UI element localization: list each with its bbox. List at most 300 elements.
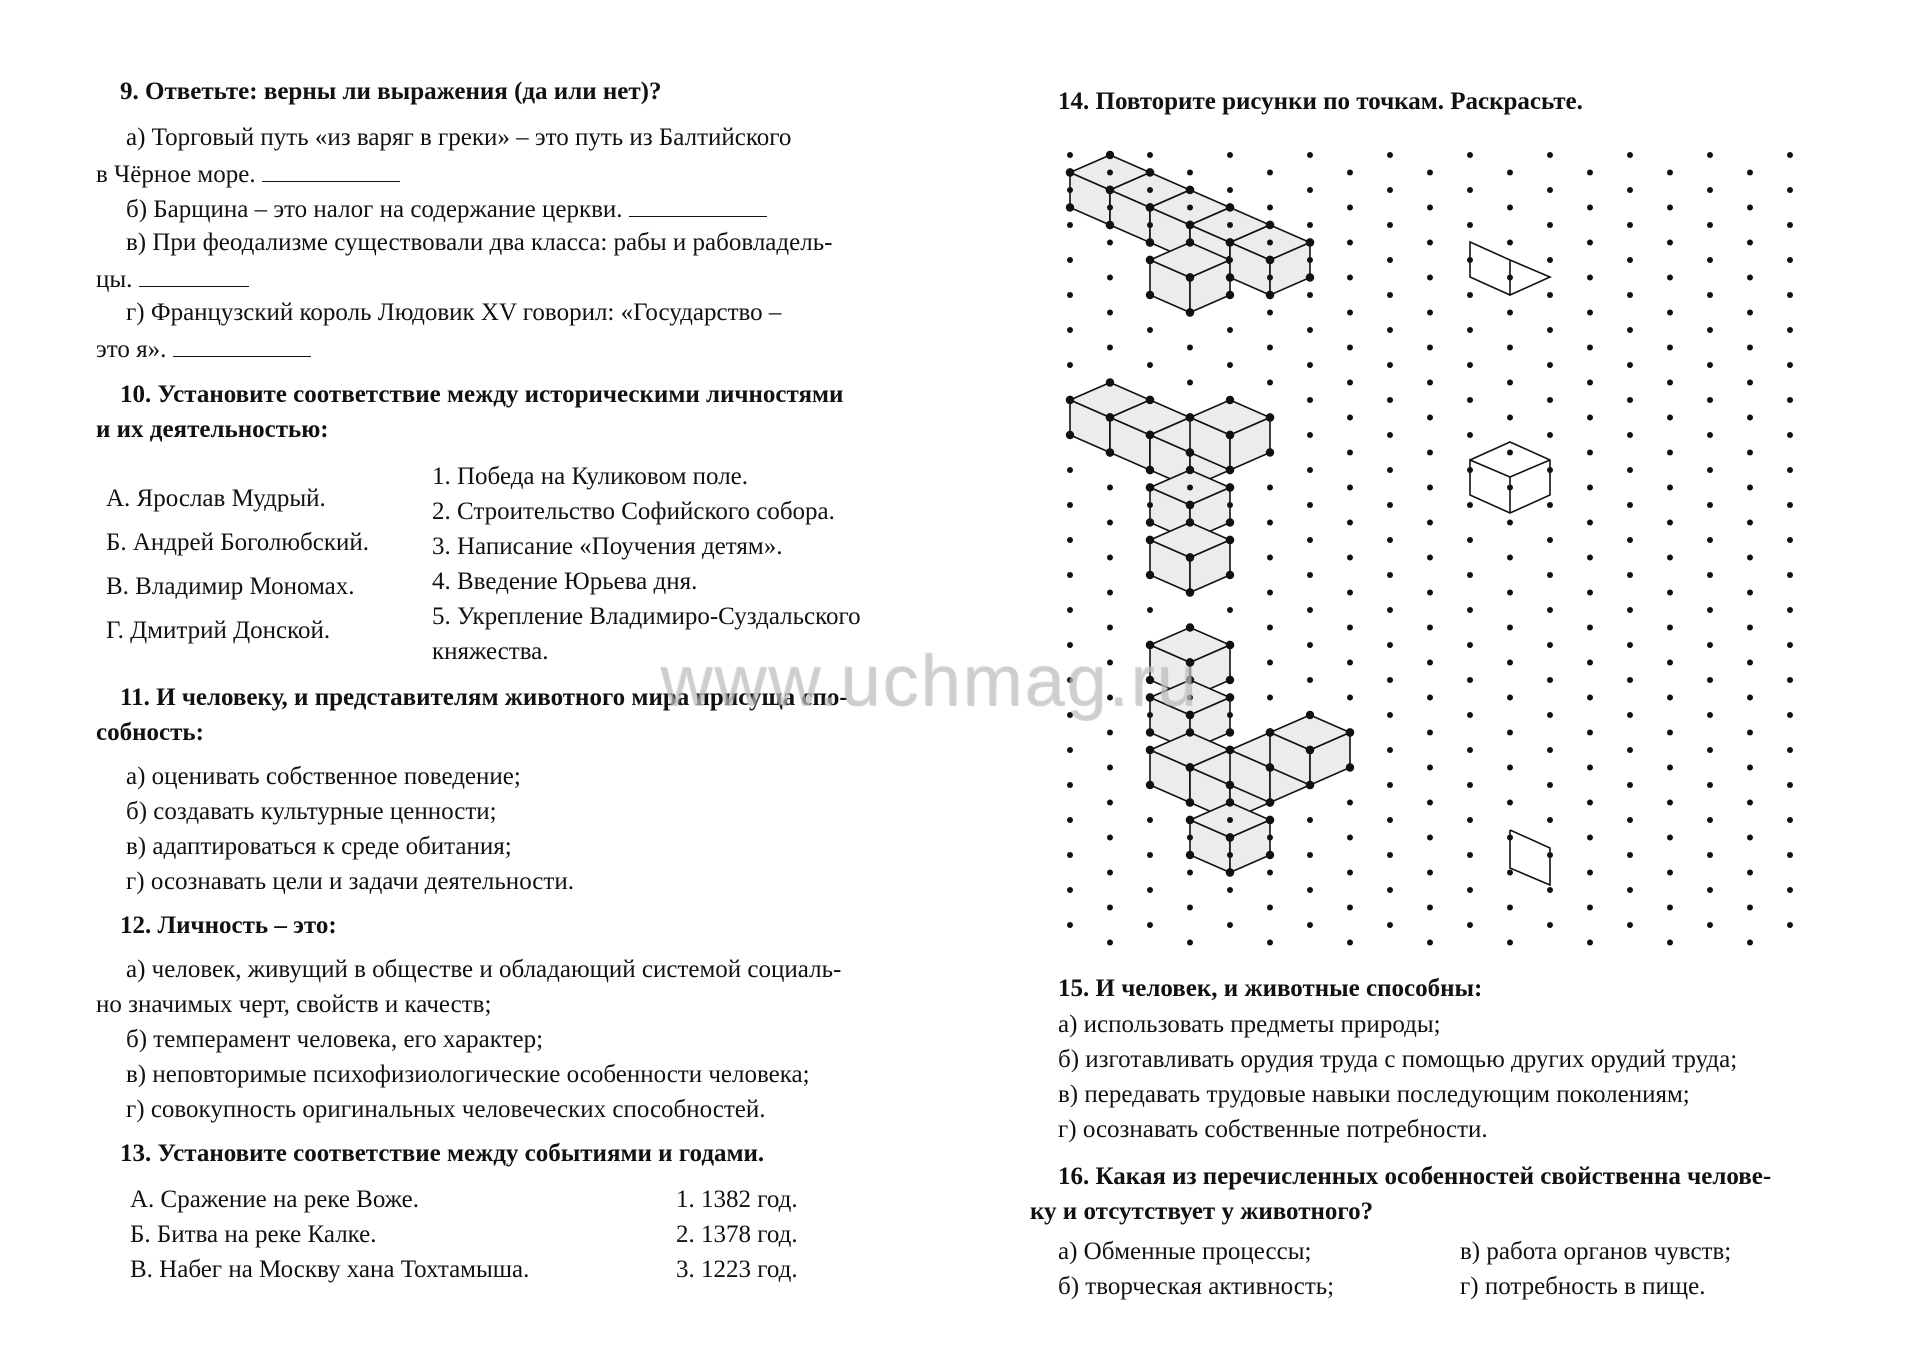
grid-dot [1667,205,1673,211]
grid-dot [1467,467,1473,473]
grid-dot [1547,642,1553,648]
grid-dot [1467,572,1473,578]
grid-dot [1227,537,1233,543]
grid-dot [1107,625,1113,631]
grid-dot [1507,310,1513,316]
grid-dot [1347,765,1353,771]
grid-dot [1427,275,1433,281]
cube-vertex [1186,816,1194,824]
cube-vertex [1106,221,1114,229]
q15-option: г) осознавать собственные потребности. [1058,1116,1488,1143]
q9-title: 9. Ответьте: верны ли выражения (да или нет)? [120,78,662,105]
q13-year: 3. 1223 год. [676,1256,798,1283]
q11-option: б) создавать культурные ценности; [126,798,497,825]
grid-dot [1427,415,1433,421]
grid-dot [1467,747,1473,753]
partial-rhombus [1510,830,1550,885]
grid-dot [1347,520,1353,526]
grid-dot [1267,450,1273,456]
grid-dot [1107,765,1113,771]
grid-dot [1467,782,1473,788]
cube-vertex [1066,168,1074,176]
grid-dot [1187,485,1193,491]
grid-dot [1627,257,1633,263]
grid-dot [1347,590,1353,596]
grid-dot [1267,905,1273,911]
grid-dot [1067,257,1073,263]
grid-dot [1787,222,1793,228]
answer-blank[interactable] [139,264,249,287]
grid-dot [1747,870,1753,876]
grid-dot [1627,607,1633,613]
grid-dot [1387,397,1393,403]
grid-dot [1227,572,1233,578]
grid-dot [1667,625,1673,631]
cube-vertex [1226,728,1234,736]
grid-dot [1467,502,1473,508]
grid-dot [1347,380,1353,386]
cube-vertex [1226,798,1234,806]
q10-deed: 4. Введение Юрьева дня. [432,568,698,595]
grid-dot [1067,922,1073,928]
grid-dot [1067,537,1073,543]
grid-dot [1107,730,1113,736]
grid-dot [1067,852,1073,858]
grid-dot [1427,940,1433,946]
grid-dot [1427,870,1433,876]
grid-dot [1427,625,1433,631]
grid-dot [1627,292,1633,298]
cube-vertex [1226,833,1234,841]
grid-dot [1507,905,1513,911]
grid-dot [1627,467,1633,473]
grid-dot [1067,222,1073,228]
cube-vertex [1266,256,1274,264]
grid-dot [1627,187,1633,193]
grid-dot [1427,660,1433,666]
grid-dot [1387,292,1393,298]
grid-dot [1587,450,1593,456]
grid-dot [1667,695,1673,701]
grid-dot [1107,275,1113,281]
grid-dot [1307,257,1313,263]
grid-dot [1547,362,1553,368]
grid-dot [1627,852,1633,858]
grid-dot [1587,415,1593,421]
grid-dot [1467,187,1473,193]
grid-dot [1667,940,1673,946]
cube-vertex [1146,203,1154,211]
q10-deed: 2. Строительство Софийского собора. [432,498,835,525]
grid-dot [1587,835,1593,841]
answer-blank[interactable] [629,194,767,217]
grid-dot [1187,765,1193,771]
cube-vertex [1186,501,1194,509]
grid-dot [1467,537,1473,543]
grid-dot [1107,205,1113,211]
grid-dot [1387,747,1393,753]
grid-dot [1147,397,1153,403]
grid-dot [1267,695,1273,701]
q10-title-line1: 10. Установите соответствие между историческими личностями [120,381,844,408]
grid-dot [1267,835,1273,841]
grid-dot [1187,415,1193,421]
grid-dot [1467,677,1473,683]
grid-dot [1227,677,1233,683]
grid-dot [1427,205,1433,211]
grid-dot [1747,485,1753,491]
grid-dot [1627,397,1633,403]
grid-dot [1667,275,1673,281]
grid-dot [1667,660,1673,666]
q11-option: а) оценивать собственное поведение; [126,763,521,790]
grid-dot [1307,467,1313,473]
grid-dot [1067,292,1073,298]
grid-dot [1147,467,1153,473]
grid-dot [1387,712,1393,718]
grid-dot [1547,397,1553,403]
grid-dot [1787,327,1793,333]
grid-dot [1467,922,1473,928]
cube-vertex [1186,186,1194,194]
grid-dot [1067,747,1073,753]
grid-dot [1227,922,1233,928]
grid-dot [1547,467,1553,473]
grid-dot [1147,502,1153,508]
q16-title-line1: 16. Какая из перечисленных особенностей свойственна челове- [1058,1163,1772,1190]
grid-dot [1627,362,1633,368]
grid-dot [1147,747,1153,753]
grid-dot [1067,397,1073,403]
grid-dot [1787,152,1793,158]
grid-dot [1747,380,1753,386]
grid-dot [1347,660,1353,666]
grid-dot [1787,432,1793,438]
grid-dot [1147,887,1153,893]
grid-dot [1627,782,1633,788]
q12-option-a-line1: а) человек, живущий в обществе и обладающий системой социаль- [126,956,842,983]
grid-dot [1067,152,1073,158]
grid-dot [1667,310,1673,316]
grid-dot [1587,905,1593,911]
grid-dot [1627,152,1633,158]
grid-dot [1547,747,1553,753]
grid-dot [1387,572,1393,578]
grid-dot [1787,362,1793,368]
grid-dot [1227,292,1233,298]
grid-dot [1787,572,1793,578]
grid-dot [1227,397,1233,403]
grid-dot [1547,677,1553,683]
q9-option-b: б) Барщина – это налог на содержание церкви. [126,194,767,224]
grid-dot [1307,642,1313,648]
grid-dot [1707,292,1713,298]
grid-dot [1587,485,1593,491]
grid-dot [1587,345,1593,351]
grid-dot [1267,940,1273,946]
grid-dot [1547,292,1553,298]
cube-vertex [1266,221,1274,229]
grid-dot [1747,940,1753,946]
grid-dot [1187,170,1193,176]
grid-dot [1667,450,1673,456]
grid-dot [1467,397,1473,403]
grid-dot [1427,590,1433,596]
q13-year: 1. 1382 год. [676,1186,798,1213]
grid-dot [1627,537,1633,543]
q10-person: Г. Дмитрий Донской. [106,617,331,644]
cube-vertex [1146,483,1154,491]
grid-dot [1427,345,1433,351]
q16-option: в) работа органов чувств; [1460,1238,1732,1265]
grid-dot [1347,800,1353,806]
grid-dot [1107,940,1113,946]
q11-option: в) адаптироваться к среде обитания; [126,833,512,860]
grid-dot [1307,607,1313,613]
grid-dot [1507,555,1513,561]
grid-dot [1587,765,1593,771]
grid-dot [1627,572,1633,578]
grid-dot [1267,345,1273,351]
grid-dot [1627,642,1633,648]
q10-deed: 3. Написание «Поучения детям». [432,533,783,560]
grid-dot [1427,485,1433,491]
grid-dot [1187,450,1193,456]
cube-vertex [1226,273,1234,281]
grid-dot [1787,852,1793,858]
grid-dot [1227,817,1233,823]
q13-event: В. Набег на Москву хана Тохтамыша. [130,1256,530,1283]
grid-dot [1587,380,1593,386]
grid-dot [1387,852,1393,858]
grid-dot [1267,660,1273,666]
grid-dot [1427,170,1433,176]
watermark: www.uchmag.ru [660,641,1199,721]
grid-dot [1507,275,1513,281]
grid-dot [1627,432,1633,438]
grid-dot [1427,730,1433,736]
grid-dot [1307,292,1313,298]
grid-dot [1707,607,1713,613]
grid-dot [1547,502,1553,508]
grid-dot [1187,275,1193,281]
grid-dot [1747,555,1753,561]
grid-dot [1547,887,1553,893]
grid-dot [1707,887,1713,893]
q11-option: г) осознавать цели и задачи деятельности. [126,868,574,895]
grid-dot [1507,660,1513,666]
grid-dot [1707,467,1713,473]
grid-dot [1307,432,1313,438]
grid-dot [1787,782,1793,788]
grid-dot [1187,590,1193,596]
grid-dot [1147,222,1153,228]
grid-dot [1747,905,1753,911]
q10-deed: 1. Победа на Куликовом поле. [432,463,749,490]
grid-dot [1747,660,1753,666]
q10-deed: 5. Укрепление Владимиро-Суздальского [432,603,861,630]
grid-dot [1507,695,1513,701]
grid-dot [1707,187,1713,193]
grid-dot [1747,450,1753,456]
grid-dot [1307,817,1313,823]
grid-dot [1787,642,1793,648]
grid-dot [1787,712,1793,718]
grid-dot [1707,397,1713,403]
grid-dot [1387,502,1393,508]
grid-dot [1107,555,1113,561]
grid-dot [1667,520,1673,526]
cube-vertex [1146,238,1154,246]
grid-dot [1307,502,1313,508]
grid-dot [1067,327,1073,333]
grid-dot [1547,222,1553,228]
grid-dot [1147,432,1153,438]
grid-dot [1667,380,1673,386]
grid-dot [1187,520,1193,526]
cube-vertex [1146,518,1154,526]
grid-dot [1707,747,1713,753]
grid-dot [1107,380,1113,386]
grid-dot [1347,835,1353,841]
q16-option: б) творческая активность; [1058,1273,1335,1300]
grid-dot [1587,275,1593,281]
q12-option-a-line2: но значимых черт, свойств и качеств; [96,991,492,1018]
grid-dot [1147,362,1153,368]
grid-dot [1307,922,1313,928]
grid-dot [1227,887,1233,893]
grid-dot [1467,887,1473,893]
q9-option-a-line1: а) Торговый путь «из варяг в греки» – это путь из Балтийского [126,124,792,151]
grid-dot [1387,887,1393,893]
grid-dot [1347,940,1353,946]
grid-dot [1427,555,1433,561]
grid-dot [1147,152,1153,158]
grid-dot [1387,537,1393,543]
grid-dot [1507,800,1513,806]
grid-dot [1627,502,1633,508]
grid-dot [1707,502,1713,508]
grid-dot [1587,170,1593,176]
grid-dot [1587,310,1593,316]
grid-dot [1067,817,1073,823]
grid-dot [1147,852,1153,858]
grid-dot [1707,222,1713,228]
grid-dot [1547,327,1553,333]
grid-dot [1507,765,1513,771]
grid-dot [1267,240,1273,246]
grid-dot [1747,730,1753,736]
grid-dot [1587,590,1593,596]
grid-dot [1347,275,1353,281]
grid-dot [1187,240,1193,246]
grid-dot [1107,415,1113,421]
grid-dot [1347,730,1353,736]
grid-dot [1227,712,1233,718]
cube-vertex [1106,151,1114,159]
grid-dot [1747,205,1753,211]
partial-figure [1470,242,1550,295]
grid-dot [1667,800,1673,806]
grid-dot [1667,485,1673,491]
grid-dot [1387,257,1393,263]
q13-year: 2. 1378 год. [676,1221,798,1248]
grid-dot [1547,607,1553,613]
grid-dot [1267,275,1273,281]
grid-dot [1307,152,1313,158]
grid-dot [1587,205,1593,211]
grid-dot [1787,677,1793,683]
grid-dot [1587,940,1593,946]
grid-dot [1627,922,1633,928]
grid-dot [1107,870,1113,876]
grid-dot [1707,257,1713,263]
grid-dot [1427,695,1433,701]
grid-dot [1427,520,1433,526]
cube-vertex [1146,168,1154,176]
grid-dot [1507,380,1513,386]
grid-dot [1627,327,1633,333]
grid-dot [1267,380,1273,386]
grid-dot [1787,257,1793,263]
grid-dot [1267,555,1273,561]
answer-blank[interactable] [262,159,400,182]
grid-dot [1467,362,1473,368]
grid-dot [1667,870,1673,876]
q12-option-v: в) неповторимые психофизиологические особенности человека; [126,1061,810,1088]
answer-blank[interactable] [173,334,311,357]
grid-dot [1187,800,1193,806]
grid-dot [1707,782,1713,788]
grid-dot [1587,240,1593,246]
grid-dot [1107,345,1113,351]
q11-title-line1: 11. И человеку, и представителям животного мира присуща спо- [120,684,848,711]
grid-dot [1387,607,1393,613]
grid-dot [1347,555,1353,561]
grid-dot [1227,152,1233,158]
cube-vertex [1186,221,1194,229]
grid-dot [1787,922,1793,928]
grid-dot [1547,712,1553,718]
q12-option-b: б) темперамент человека, его характер; [126,1026,544,1053]
grid-dot [1747,590,1753,596]
q15-option: а) использовать предметы природы; [1058,1011,1441,1038]
grid-dot [1147,817,1153,823]
grid-dot [1667,835,1673,841]
grid-dot [1667,555,1673,561]
grid-dot [1787,887,1793,893]
grid-dot [1667,765,1673,771]
grid-dot [1707,922,1713,928]
grid-dot [1747,695,1753,701]
grid-dot [1307,852,1313,858]
grid-dot [1267,730,1273,736]
grid-dot [1467,257,1473,263]
grid-dot [1147,782,1153,788]
grid-dot [1507,345,1513,351]
grid-dot [1587,625,1593,631]
grid-dot [1347,695,1353,701]
q15-option: в) передавать трудовые навыки последующим поколениям; [1058,1081,1690,1108]
grid-dot [1307,537,1313,543]
q16-option: а) Обменные процессы; [1058,1238,1312,1265]
grid-dot [1227,222,1233,228]
grid-dot [1067,607,1073,613]
grid-dot [1387,152,1393,158]
grid-dot [1067,362,1073,368]
grid-dot [1347,415,1353,421]
grid-dot [1347,240,1353,246]
